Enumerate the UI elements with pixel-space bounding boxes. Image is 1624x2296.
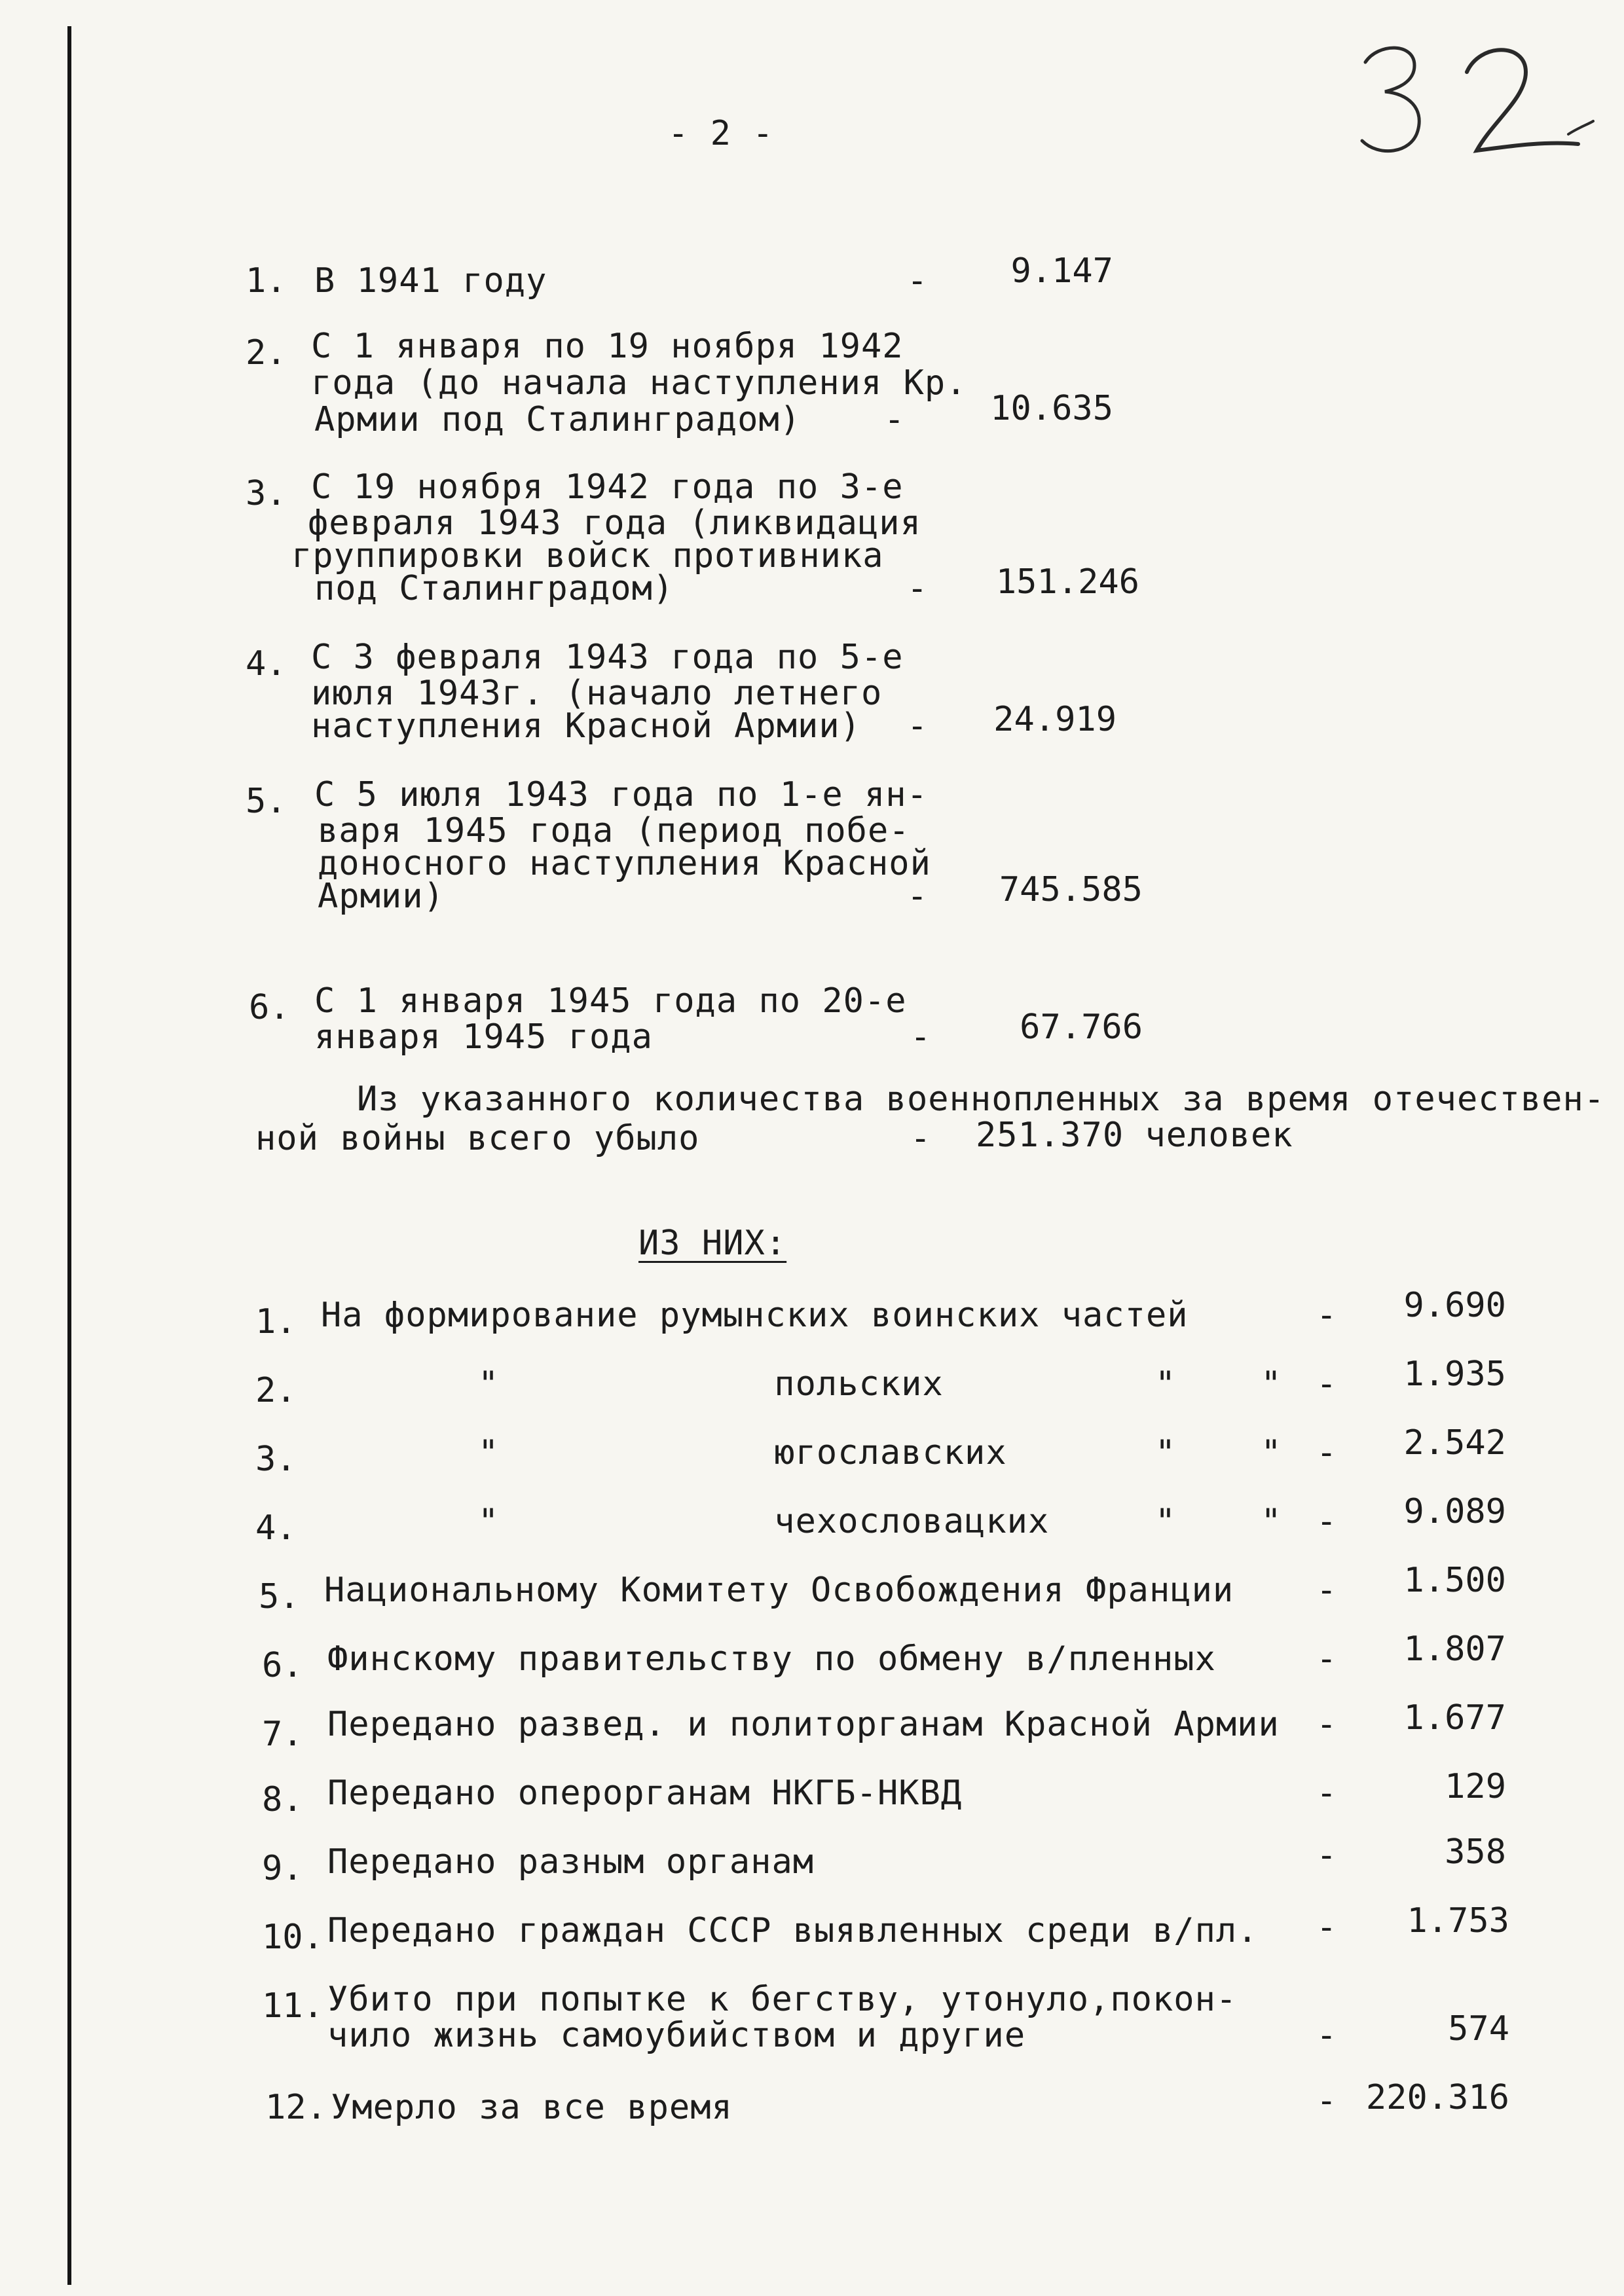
summary-dash: - (910, 1119, 931, 1158)
list-item-text: года (до начала наступления Кр. (311, 363, 967, 403)
list-item-value: 151.246 (995, 562, 1139, 602)
list-item-text: Передано развед. и политорганам Красной Армии (327, 1705, 1280, 1744)
list-item-text: С 5 июля 1943 года по 1-е ян- (314, 775, 928, 814)
list-item-dash: - (907, 877, 928, 916)
list-item-text: Убито при попытке к бегству, утонуло,покон- (327, 1980, 1238, 2019)
list-item-value: 1.753 (1407, 1901, 1509, 1941)
list-item-text: Передано оперорганам НКГБ-НКВД (327, 1774, 963, 1813)
list-item-number: 3. (255, 1440, 297, 1479)
list-item-text: февраля 1943 года (ликвидация (308, 503, 921, 543)
list-item-text: группировки войск противника (291, 536, 884, 575)
list-item-value: 2.542 (1403, 1423, 1506, 1463)
list-item-dash: - (1316, 2081, 1337, 2121)
summary-value: 251.370 человек (976, 1116, 1293, 1155)
list-item-text: под Сталинградом) (314, 569, 674, 608)
list-item-dash: - (1316, 1502, 1337, 1541)
list-item-dash: - (1316, 1639, 1337, 1679)
list-item-text: " чехословацких " " (478, 1502, 1282, 1541)
list-item-number: 1. (246, 261, 287, 301)
list-item-value: 10.635 (990, 389, 1113, 428)
list-item-dash: - (1316, 1836, 1337, 1875)
list-item-dash: - (907, 569, 928, 608)
list-item-dash: - (1316, 1364, 1337, 1404)
list-item-text: С 1 января 1945 года по 20-е (314, 981, 907, 1021)
list-item-text: июля 1943г. (начало летнего (311, 674, 883, 713)
list-item-dash: - (1316, 1571, 1337, 1610)
list-item-value: 574 (1448, 2009, 1509, 2049)
list-item-text: " югославских " " (478, 1433, 1282, 1472)
list-item-text: Финскому правительству по обмену в/пленных (327, 1639, 1216, 1679)
handwritten-page-mark (1352, 36, 1595, 167)
list-item-value: 9.089 (1403, 1492, 1506, 1531)
list-item-dash: - (1316, 2016, 1337, 2055)
list-item-dash: - (1316, 1296, 1337, 1335)
list-item-number: 1. (255, 1302, 297, 1341)
list-item-number: 10. (262, 1918, 323, 1957)
list-item-number: 5. (259, 1577, 300, 1616)
summary-line-1: Из указанного количества военнопленных за время отечествен- (357, 1080, 1606, 1119)
list-item-text: С 3 февраля 1943 года по 5-е (311, 638, 904, 677)
list-item-value: 745.585 (999, 870, 1143, 909)
list-item-text: С 1 января по 19 ноября 1942 (311, 327, 904, 366)
list-item-text: " польских " " (478, 1364, 1282, 1404)
list-item-dash: - (1316, 1433, 1337, 1472)
list-item-number: 4. (246, 644, 287, 683)
list-item-text: января 1945 года (314, 1017, 653, 1057)
list-item-value: 129 (1445, 1767, 1506, 1806)
list-item-number: 6. (249, 988, 290, 1027)
list-item-text: наступления Красной Армии) (311, 706, 861, 746)
list-item-value: 24.919 (993, 700, 1116, 739)
list-item-number: 5. (246, 782, 287, 821)
list-item-text: варя 1945 года (период побе- (318, 811, 910, 850)
list-item-value: 9.690 (1403, 1286, 1506, 1325)
list-item-number: 2. (255, 1371, 297, 1410)
list-item-dash: - (1316, 1705, 1337, 1744)
list-item-text: чило жизнь самоубийством и другие (327, 2016, 1026, 2055)
list-item-value: 220.316 (1365, 2078, 1509, 2117)
list-item-number: 3. (246, 474, 287, 513)
list-item-dash: - (884, 400, 905, 439)
list-item-text: В 1941 году (314, 261, 547, 301)
list-item-text: Армии) (318, 877, 445, 916)
list-item-number: 4. (255, 1508, 297, 1548)
list-item-number: 11. (262, 1986, 323, 2026)
list-item-dash: - (907, 706, 928, 746)
list-item-number: 9. (262, 1849, 303, 1888)
list-item-dash: - (1316, 1908, 1337, 1947)
list-item-text: Умерло за все время (331, 2088, 733, 2127)
list-item-dash: - (910, 1017, 931, 1057)
summary-line-2: ной войны всего убыло (255, 1119, 700, 1158)
binding-edge-line (67, 26, 71, 2285)
list-item-dash: - (907, 261, 928, 301)
list-item-value: 9.147 (1010, 251, 1113, 291)
page-number: - 2 - (668, 114, 774, 153)
list-item-text: Армии под Сталинградом) (314, 400, 802, 439)
list-item-number: 7. (262, 1715, 303, 1754)
list-item-number: 2. (246, 333, 287, 373)
list-item-value: 1.935 (1403, 1355, 1506, 1394)
list-item-number: 6. (262, 1646, 303, 1685)
list-item-text: доносного наступления Красной (318, 844, 931, 883)
list-item-number: 8. (262, 1780, 303, 1819)
list-item-value: 1.807 (1403, 1630, 1506, 1669)
list-item-value: 1.500 (1403, 1561, 1506, 1600)
list-item-value: 1.677 (1403, 1698, 1506, 1738)
list-item-dash: - (1316, 1774, 1337, 1813)
list-item-text: С 19 ноября 1942 года по 3-е (311, 467, 904, 507)
list-item-text: Передано разным органам (327, 1842, 815, 1882)
list-item-text: Передано граждан СССР выявленных среди в/пл. (327, 1911, 1259, 1950)
list-item-text: Национальному Комитету Освобождения Франции (324, 1571, 1234, 1610)
list-item-value: 358 (1445, 1832, 1506, 1872)
list-item-text: На формирование румынских воинских частей (321, 1296, 1189, 1335)
subheading: ИЗ НИХ: (638, 1224, 787, 1263)
list-item-number: 12. (265, 2088, 327, 2127)
list-item-value: 67.766 (1020, 1008, 1143, 1047)
